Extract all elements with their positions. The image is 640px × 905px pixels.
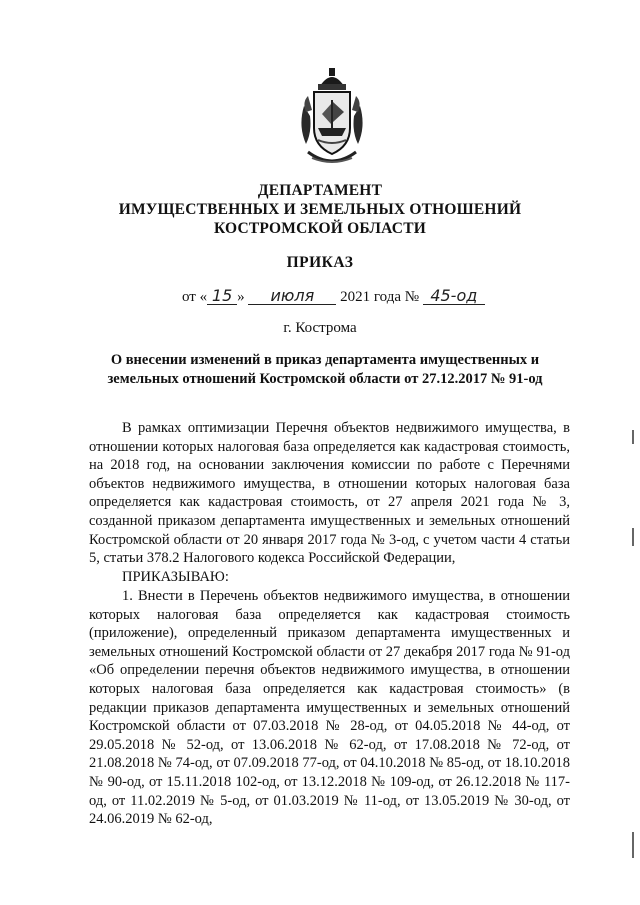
coat-of-arms-emblem bbox=[298, 66, 366, 170]
order-title: ПРИКАЗ bbox=[286, 254, 354, 271]
department-title-line2: ИМУЩЕСТВЕННЫХ И ЗЕМЕЛЬНЫХ ОТНОШЕНИЙ bbox=[118, 201, 522, 218]
handwritten-month: июля bbox=[248, 288, 336, 305]
date-year-text: 2021 года № bbox=[340, 289, 420, 305]
department-title-line1: ДЕПАРТАМЕНТ bbox=[257, 182, 383, 199]
preamble-paragraph: В рамках оптимизации Перечня объектов недвижимого имущества, в отношении которых налоговая база определяется как кадастровая стоимость, на 2018 год, на основании заключения комиссии по работе с Перечнями объектов недвижимого имущества, в отношении которых налоговая база определяется как кадастровая стоимость, от 27 апреля 2021 года № 3, созданной приказом департамента имущественных и земельных отношений Костромской области от 20 января 2017 года № 3-од, с учетом части 4 статьи 5, статьи 378.2 Налогового кодекса Российской Федерации, bbox=[89, 420, 570, 567]
order-word: ПРИКАЗЫВАЮ: bbox=[122, 569, 229, 585]
item-1-paragraph: 1. Внести в Перечень объектов недвижимого имущества, в отношении которых налоговая база определяется как кадастровая стоимость (приложение), определенный приказом департамента имущественных и земельных отношений Костромской области от 27 декабря 2017 года № 91-од «Об определении перечня объектов недвижимого имущества, в отношении которых налоговая база определяется как кадастровая стоимость» (в редакции приказов департамента имущественных и земельных отношений Костромской области от 07.03.2018 № 28-од, от 04.05.2018 № 44-од, от 29.05.2018 № 52-од, от 13.06.2018 № 62-од, от 17.08.2018 № 72-од, от 21.08.2018 № 74-од, от 07.09.2018 77-од, от 04.10.2018 № 85-од, от 18.10.2018 № 90-од, от 15.11.2018 102-од, от 13.12.2018 № 109-од, от 26.12.2018 № 117-од, от 11.02.2019 № 5-од, от 01.03.2019 № 11-од, от 13.05.2019 № 30-од, от 24.06.2019 № 62-од, bbox=[89, 588, 570, 828]
handwritten-order-number: 45-од bbox=[423, 288, 485, 305]
scan-margin-mark bbox=[632, 832, 634, 858]
date-quote: » bbox=[237, 289, 245, 305]
date-prefix: от « bbox=[182, 289, 208, 305]
city-name: г. Кострома bbox=[283, 320, 357, 336]
scan-margin-mark bbox=[632, 430, 634, 444]
scan-margin-mark bbox=[632, 528, 634, 546]
order-date-line bbox=[182, 287, 485, 307]
handwritten-day: 15 bbox=[207, 288, 237, 305]
order-subject: О внесении изменений в приказ департамента имущественных и земельных отношений Костромской области от 27.12.2017 № 91-од bbox=[107, 352, 543, 387]
department-title-line3: КОСТРОМСКОЙ ОБЛАСТИ bbox=[213, 220, 426, 237]
